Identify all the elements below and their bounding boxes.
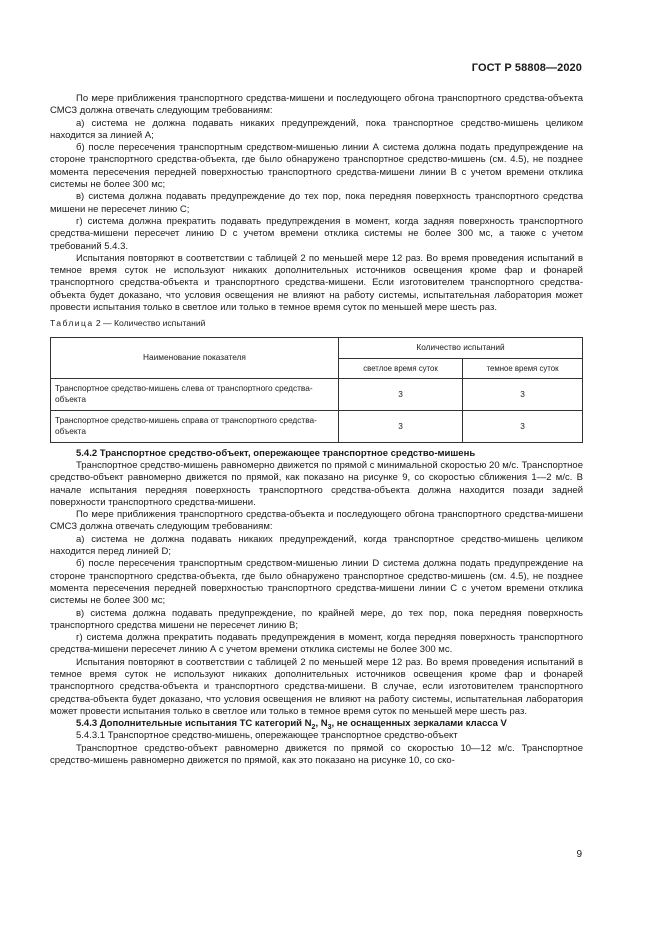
page-number: 9 [576,849,582,860]
list-item: г) система должна прекратить подавать предупреждения в момент, когда передняя поверхность транспортного средства-мишени пересечет линию А с учетом времени отклика системы не более 300 мс. [50,632,583,656]
list-item: а) система не должна подавать никаких предупреждений, пока транспортное средство-мишень целиком находится за линией А; [50,117,583,141]
heading-subscript: 2 [311,724,316,732]
paragraph: Испытания повторяют в соответствии с таблицей 2 по меньшей мере 12 раз. Во время проведения испытаний в темное время суток не используют никаких дополнительных источников освещения кроме фар и фонарей транспортного средства-объекта и транспортного средства-мишени. Если изготовителем транспортного средства-объекта будет доказано, что условия освещения не влияют на работу системы, испытательная лаборатория может провести испытания только в светлое или только в темное время суток по меньшей мере шесть раз. [50,252,583,314]
document-header-id: ГОСТ Р 58808—2020 [471,62,582,74]
list-item: в) система должна подавать предупреждение до тех пор, пока передняя поверхность транспортного средства мишени не пересечет линию С; [50,191,583,215]
list-item: г) система должна прекратить подавать предупреждения в момент, когда задняя поверхность транспортного средства-мишени пересечет линию D с учетом времени отклика системы не более 300 мс, а также с учетом требований 5.4.3. [50,215,583,252]
column-header-indicator: Наименование показателя [51,337,339,378]
list-item: б) после пересечения транспортным средством-мишенью линии А система должна подать предупреждение на стороне транспортного средства-объекта, где было обнаружено транспортное средство-мишень (см. 4.5), не позднее момента пересечения передней поверхностью транспортного средства-мишени линии В с учетом времени отклика системы не более 300 мс; [50,142,583,191]
heading-text: , N [315,718,328,730]
table-row [51,378,583,410]
table-caption-prefix: Таблица [50,318,94,329]
section-heading: 5.4.2 Транспортное средство-объект, опережающее транспортное средство-мишень [76,447,476,459]
heading-subscript: 3 [327,724,332,732]
subsection-heading: 5.4.3.1 Транспортное средство-мишень, опережающее транспортное средство-объект [76,730,458,742]
column-header-test-count: Количество испытаний [339,337,583,358]
paragraph: По мере приближения транспортного средства-мишени и последующего обгона транспортного средства-объекта СМСЗ должна отвечать следующим требованиям: [50,93,583,117]
paragraph: Испытания повторяют в соответствии с таблицей 2 по меньшей мере 12 раз. Во время проведения испытаний в темное время суток не используют никаких дополнительных источников освещения кроме фар и фонарей транспортного средства-объекта и транспортного средства-мишени. В случае, если изготовителем транспортного средства-объекта будет доказано, что условия освещения не влияют на работу системы, испытательная лаборатория может провести испытания только в светлое или только в темное время суток по меньшей мере шесть раз. [50,656,583,717]
list-item: а) система не должна подавать никаких предупреждений, когда транспортное средство-мишень целиком находится перед линией D; [50,533,583,558]
row-label: Транспортное средство-мишень справа от транспортного средства-объекта [51,410,339,442]
row-label: Транспортное средство-мишень слева от транспортного средства-объекта [51,378,339,410]
list-item: б) после пересечения транспортным средством-мишенью линии D система должна подать предупреждение на стороне транспортного средства-объекта, где было обнаружено транспортное средство-мишень (см. 4.5), не позднее момента пересечения передней поверхностью транспортного средства-мишени линии С с учетом времени отклика системы не более 300 мс; [50,558,583,607]
table-caption-text: 2 — Количество испытаний [93,318,206,329]
paragraph: Транспортное средство-объект равномерно движется по прямой со скоростью 10—12 м/с. Транспортное средство-мишень равномерно движется по прямой, как это показано на рисунке 10, со ско- [50,742,583,767]
page-body [50,93,583,767]
section-heading [50,718,583,730]
paragraph: Транспортное средство-мишень равномерно движется по прямой с минимальной скоростью 20 м/с. Транспортное средство-объект равномерно движется по прямой, как показано на рисунке 9, со скоростью сближения 1—2 м/с. В начале испытания передняя поверхность транспортного средства-объекта должна находится позади задней поверхности транспортного средства-мишени. [50,459,583,508]
column-header-daytime: светлое время суток [339,358,463,378]
heading-text: , не оснащенных зеркалами класса V [331,718,507,730]
column-header-nighttime: темное время суток [463,358,583,378]
list-item: в) система должна подавать предупреждение, по крайней мере, до тех пор, пока передняя поверхность транспортного средства мишени не пересечет линию В; [50,607,583,631]
table-caption [50,317,583,329]
cell-daytime: 3 [339,378,463,410]
cell-nighttime: 3 [463,410,583,442]
heading-text: 5.4.3 Дополнительные испытания ТС категорий N [76,718,312,730]
tests-count-table [50,337,583,443]
paragraph: По мере приближения транспортного средства-объекта и последующего обгона транспортного средства-мишени СМСЗ должна отвечать следующим требованиям: [50,509,583,533]
cell-nighttime: 3 [463,378,583,410]
cell-daytime: 3 [339,410,463,442]
table-row [51,410,583,442]
